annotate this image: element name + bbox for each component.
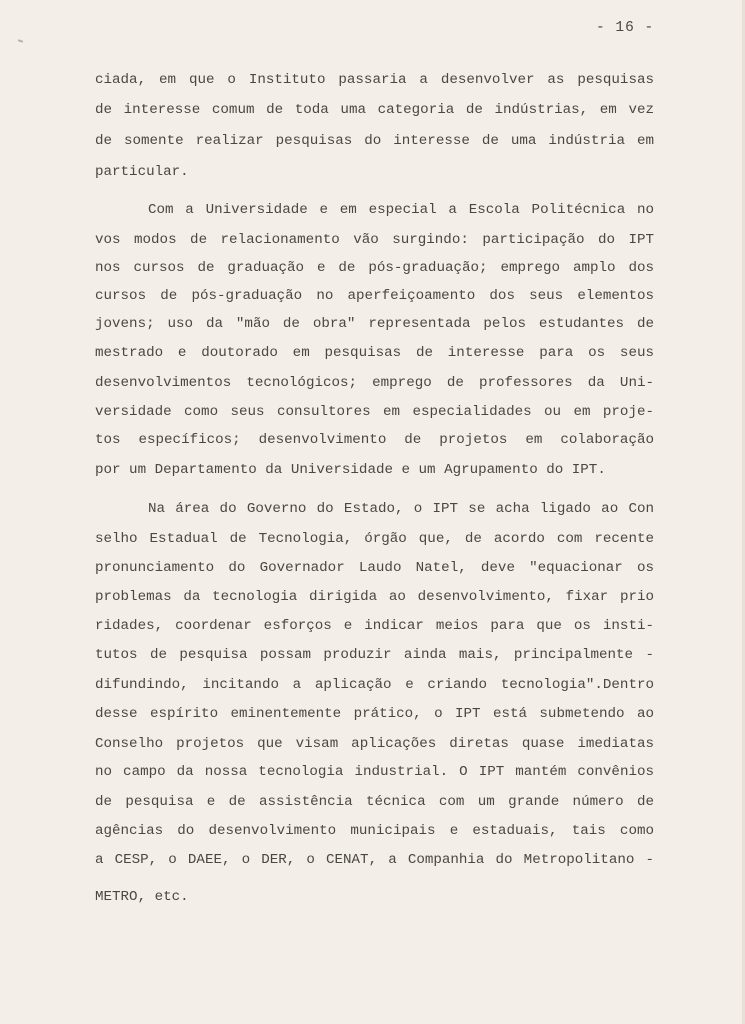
text-line: difundindo, incitando a aplicação e criando tecnologia".Dentro [95, 677, 654, 693]
text-line: vos modos de relacionamento vão surgindo: participação do IPT [95, 232, 654, 248]
text-line: Conselho projetos que visam aplicações diretas quase imediatas [95, 736, 654, 752]
text-line: de somente realizar pesquisas do interesse de uma indústria em [95, 133, 654, 149]
text-line: a CESP, o DAEE, o DER, o CENAT, a Companhia do Metropolitano - [95, 852, 654, 868]
text-line: de interesse comum de toda uma categoria de indústrias, em vez [95, 102, 654, 118]
text-line: Na área do Governo do Estado, o IPT se acha ligado ao Con [148, 501, 654, 517]
text-line: cursos de pós-graduação no aperfeiçoamento dos seus elementos [95, 288, 654, 304]
text-line: de pesquisa e de assistência técnica com um grande número de [95, 794, 654, 810]
text-line: particular. [95, 164, 189, 180]
text-line: desenvolvimentos tecnológicos; emprego de professores da Uni- [95, 375, 654, 391]
text-line: jovens; uso da "mão de obra" representada pelos estudantes de [95, 316, 654, 332]
page-number: - 16 - [596, 20, 655, 36]
text-line: agências do desenvolvimento municipais e estaduais, tais como [95, 823, 654, 839]
text-line: desse espírito eminentemente prático, o IPT está submetendo ao [95, 706, 654, 722]
text-line: METRO, etc. [95, 889, 189, 905]
scan-mark [18, 39, 23, 43]
text-line: mestrado e doutorado em pesquisas de interesse para os seus [95, 345, 654, 361]
text-line: ridades, coordenar esforços e indicar meios para que os insti- [95, 618, 654, 634]
text-line: tutos de pesquisa possam produzir ainda mais, principalmente - [95, 647, 654, 663]
text-line: no campo da nossa tecnologia industrial. O IPT mantém convênios [95, 764, 654, 780]
text-line: por um Departamento da Universidade e um Agrupamento do IPT. [95, 462, 606, 478]
text-line: versidade como seus consultores em especialidades ou em proje- [95, 404, 654, 420]
text-line: tos específicos; desenvolvimento de projetos em colaboração [95, 432, 654, 448]
text-line: problemas da tecnologia dirigida ao desenvolvimento, fixar prio [95, 589, 654, 605]
text-line: selho Estadual de Tecnologia, órgão que, de acordo com recente [95, 531, 654, 547]
text-line: ciada, em que o Instituto passaria a desenvolver as pesquisas [95, 72, 654, 88]
text-line: Com a Universidade e em especial a Escola Politécnica no [148, 202, 654, 218]
text-line: pronunciamento do Governador Laudo Natel, deve "equacionar os [95, 560, 654, 576]
text-line: nos cursos de graduação e de pós-graduação; emprego amplo dos [95, 260, 654, 276]
